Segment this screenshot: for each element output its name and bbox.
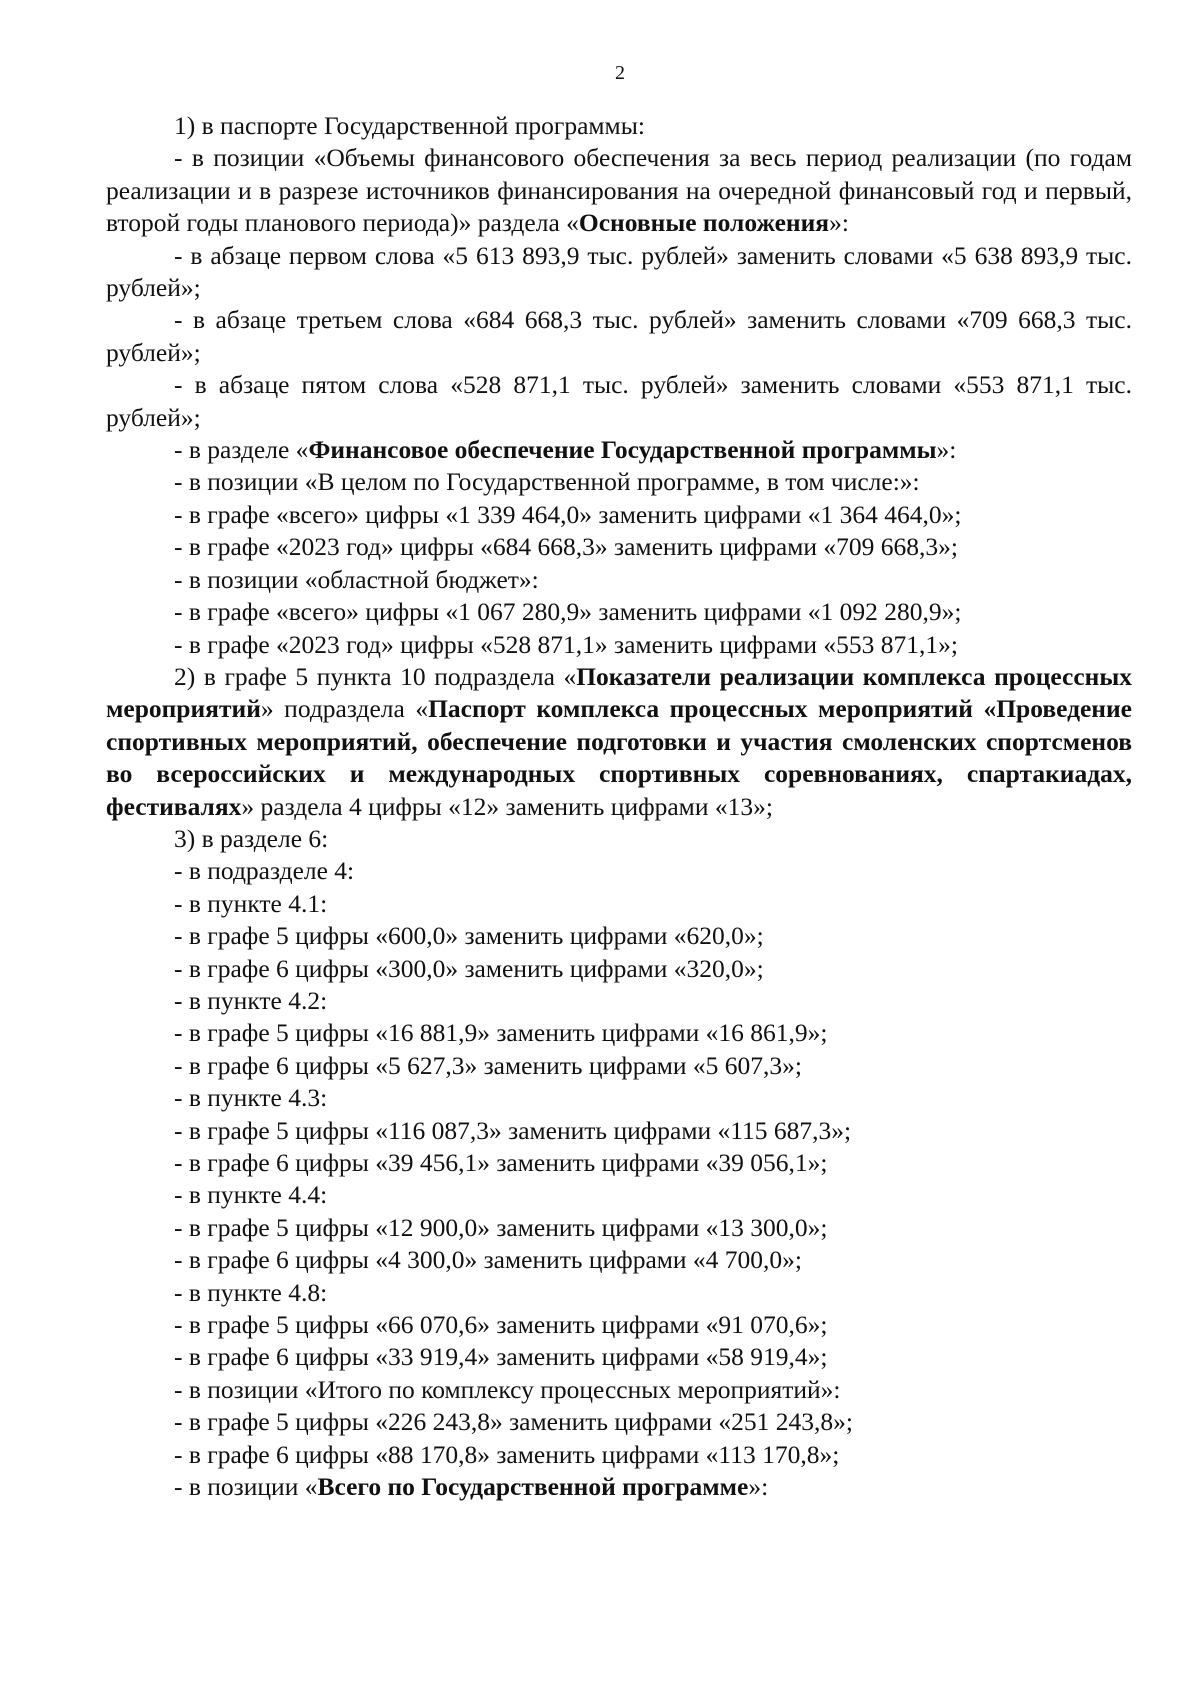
paragraph — [106, 855, 1132, 887]
text-segment: - в позиции «В целом по Государственной программе, в том числе:»: — [174, 467, 920, 497]
paragraph — [106, 142, 1132, 239]
paragraph — [106, 920, 1132, 952]
paragraph — [106, 985, 1132, 1017]
bold-text-segment: Всего по Государственной программе — [317, 1472, 749, 1502]
paragraph — [106, 434, 1132, 466]
text-segment: - в абзаце третьем слова «684 668,3 тыс. рублей» заменить словами «709 668,3 тыс. рублей»; — [106, 305, 1132, 367]
text-segment: - в графе 6 цифры «4 300,0» заменить цифрами «4 700,0»; — [174, 1245, 803, 1275]
paragraph — [106, 1050, 1132, 1082]
text-segment: - в графе 6 цифры «39 456,1» заменить цифрами «39 056,1»; — [174, 1148, 828, 1177]
text-segment: - в позиции « — [174, 1472, 318, 1502]
text-segment: - в позиции «Итого по комплексу процессных мероприятий»: — [174, 1374, 841, 1404]
paragraph — [106, 304, 1132, 369]
text-segment: - в графе 5 цифры «66 070,6» заменить цифрами «91 070,6»; — [174, 1310, 828, 1340]
text-segment: - в графе 5 цифры «16 881,9» заменить цифрами «16 861,9»; — [174, 1018, 828, 1048]
paragraph — [106, 596, 1132, 628]
paragraph — [106, 1179, 1132, 1211]
paragraph — [106, 466, 1132, 498]
text-segment: 1) в паспорте Государственной программы: — [174, 111, 645, 140]
paragraph — [106, 1082, 1132, 1114]
text-segment: - в графе «2023 год» цифры «528 871,1» заменить цифрами «553 871,1»; — [174, 629, 958, 659]
text-segment: - в пункте 4.1: — [174, 888, 328, 918]
paragraph — [106, 1406, 1132, 1438]
text-segment: - в графе «всего» цифры «1 339 464,0» заменить цифрами «1 364 464,0»; — [174, 499, 962, 529]
paragraph — [106, 1017, 1132, 1049]
text-segment: - в позиции «Объемы финансового обеспечения за весь период реализации (по годам реализации и в разрезе источников финансирования на очередной финансовый год и первый, второй годы планового периода)» раздела « — [106, 143, 1132, 238]
text-segment: - в графе 5 цифры «12 900,0» заменить цифрами «13 300,0»; — [174, 1212, 828, 1242]
text-segment: - в графе 6 цифры «88 170,8» заменить цифрами «113 170,8»; — [174, 1439, 840, 1469]
paragraph — [106, 1212, 1132, 1244]
text-segment: » подраздела « — [260, 694, 429, 724]
text-segment: - в пункте 4.3: — [174, 1083, 328, 1113]
text-segment: - в абзаце первом слова «5 613 893,9 тыс. рублей» заменить словами «5 638 893,9 тыс. рублей»; — [106, 240, 1132, 303]
text-segment: - в графе «2023 год» цифры «684 668,3» заменить цифрами «709 668,3»; — [174, 532, 958, 562]
text-segment: - в графе 5 цифры «600,0» заменить цифрами «620,0»; — [174, 921, 764, 951]
paragraph — [106, 531, 1132, 563]
text-segment: »: — [936, 435, 957, 465]
document-body — [106, 110, 1132, 1503]
paragraph — [106, 1277, 1132, 1309]
text-segment: - в пункте 4.8: — [174, 1277, 328, 1307]
bold-text-segment: Финансовое обеспечение Государственной программы — [308, 435, 937, 465]
text-segment: - в абзаце пятом слова «528 871,1 тыс. рублей» заменить словами «553 871,1 тыс. рублей»; — [106, 370, 1132, 432]
text-segment: - в графе 5 цифры «116 087,3» заменить цифрами «115 687,3»; — [174, 1115, 852, 1145]
paragraph — [106, 1341, 1132, 1373]
text-segment: » раздела 4 цифры «12» заменить цифрами «13»; — [241, 791, 773, 821]
paragraph — [106, 1471, 1132, 1503]
paragraph — [106, 629, 1132, 661]
text-segment: - в графе «всего» цифры «1 067 280,9» заменить цифрами «1 092 280,9»; — [174, 597, 962, 627]
paragraph — [106, 888, 1132, 920]
bold-text-segment: Основные положения — [578, 208, 830, 238]
page-number: 2 — [615, 62, 625, 84]
bold-text-segment: Показатели реализации комплекса процессных мероприятий — [106, 661, 1132, 724]
text-segment: 2) в графе 5 пункта 10 подраздела « — [174, 661, 577, 691]
text-segment: »: — [829, 208, 849, 238]
paragraph — [106, 661, 1132, 823]
text-segment: - в разделе « — [174, 435, 309, 465]
text-segment: - в графе 6 цифры «300,0» заменить цифрами «320,0»; — [174, 953, 764, 983]
text-segment: - в графе 6 цифры «5 627,3» заменить цифрами «5 607,3»; — [174, 1050, 803, 1080]
paragraph — [106, 1147, 1132, 1179]
paragraph — [106, 240, 1132, 305]
text-segment: - в позиции «областной бюджет»: — [174, 564, 539, 594]
text-segment: - в пункте 4.2: — [174, 985, 328, 1015]
paragraph — [106, 1439, 1132, 1471]
text-segment: - в графе 5 цифры «226 243,8» заменить цифрами «251 243,8»; — [174, 1407, 854, 1437]
text-segment: - в графе 6 цифры «33 919,4» заменить цифрами «58 919,4»; — [174, 1342, 828, 1372]
paragraph — [106, 1309, 1132, 1341]
paragraph — [106, 499, 1132, 531]
text-segment: - в пункте 4.4: — [174, 1180, 328, 1210]
paragraph — [106, 1374, 1132, 1406]
text-segment: »: — [748, 1472, 769, 1502]
bold-text-segment: Паспорт комплекса процессных мероприятий «Проведение спортивных мероприятий, обеспечение подготовки и участия смоленских спортсменов во всероссийских и международных спортивных соревнованиях, спартакиадах, фестивалях — [106, 694, 1132, 821]
paragraph — [106, 564, 1132, 596]
paragraph — [106, 1244, 1132, 1276]
paragraph — [106, 110, 1132, 142]
text-segment: - в подразделе 4: — [174, 856, 355, 886]
paragraph — [106, 823, 1132, 855]
paragraph — [106, 1115, 1132, 1147]
text-segment: 3) в разделе 6: — [174, 823, 329, 853]
paragraph — [106, 953, 1132, 985]
paragraph — [106, 369, 1132, 434]
